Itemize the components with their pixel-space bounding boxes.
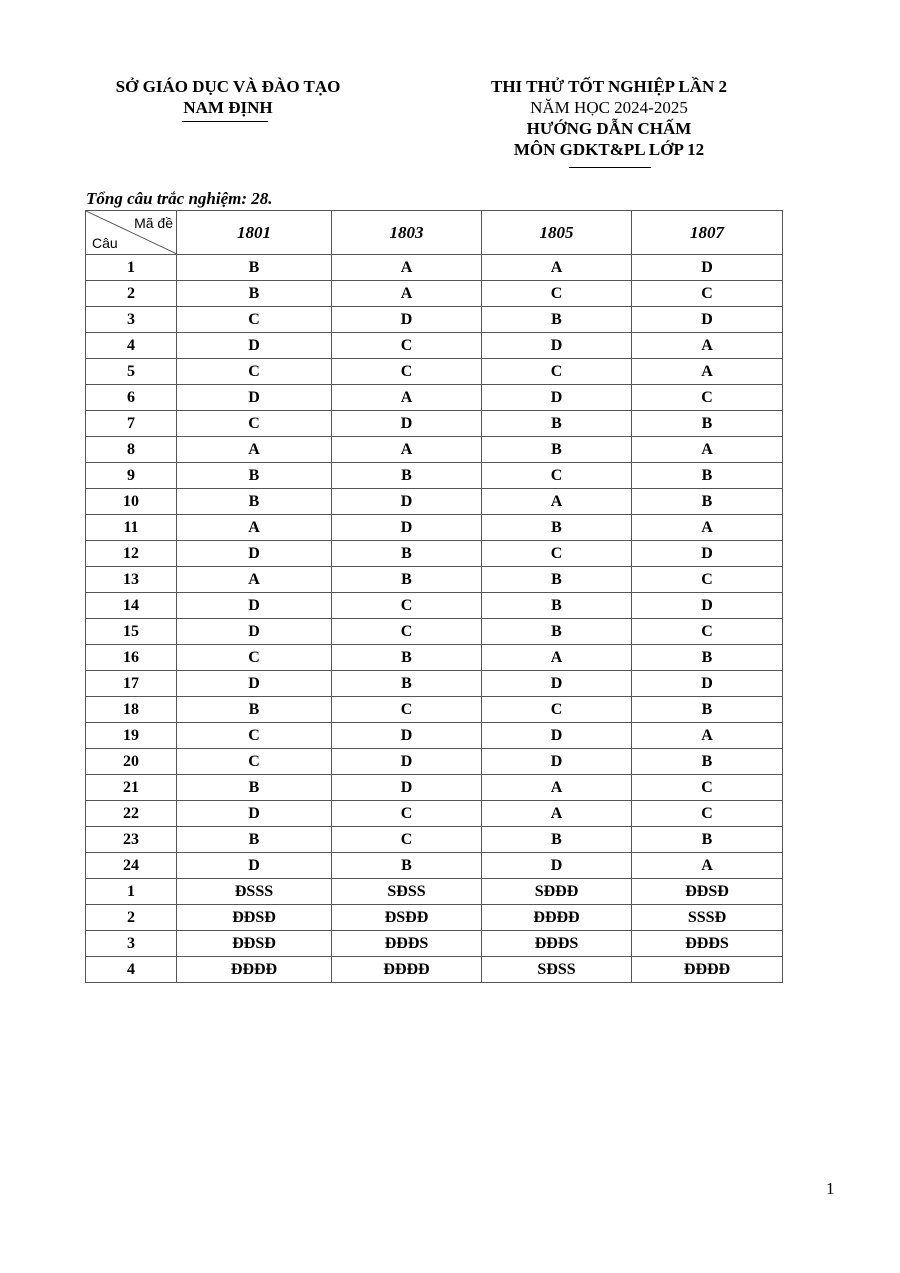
answer-cell: D xyxy=(177,801,332,827)
table-header-row xyxy=(86,211,783,255)
answer-key-body xyxy=(86,255,783,983)
answer-cell: C xyxy=(177,723,332,749)
table-row xyxy=(86,749,783,775)
document-title: HƯỚNG DẪN CHẤM xyxy=(526,119,692,138)
question-number-cell: 12 xyxy=(86,541,177,567)
answer-cell: ĐSSS xyxy=(177,879,332,905)
corner-header-cell xyxy=(86,211,177,255)
answer-cell: A xyxy=(482,489,632,515)
answer-cell: D xyxy=(332,723,482,749)
answer-cell: B xyxy=(332,463,482,489)
answer-cell: B xyxy=(482,411,632,437)
header-left xyxy=(100,76,356,118)
answer-cell: B xyxy=(482,619,632,645)
answer-cell: B xyxy=(482,567,632,593)
answer-cell: B xyxy=(632,645,783,671)
answer-cell: D xyxy=(177,385,332,411)
answer-cell: D xyxy=(332,749,482,775)
question-number-cell: 22 xyxy=(86,801,177,827)
answer-cell: D xyxy=(177,853,332,879)
answer-cell: D xyxy=(332,515,482,541)
question-number-cell: 21 xyxy=(86,775,177,801)
answer-cell: D xyxy=(332,307,482,333)
answer-cell: B xyxy=(177,697,332,723)
question-number-cell: 16 xyxy=(86,645,177,671)
answer-cell: A xyxy=(332,255,482,281)
exam-code-label: Mã đề xyxy=(134,215,173,231)
answer-cell: D xyxy=(177,619,332,645)
answer-cell: B xyxy=(177,827,332,853)
header-right-underline xyxy=(569,167,651,168)
department-name: SỞ GIÁO DỤC VÀ ĐÀO TẠO xyxy=(115,77,341,96)
answer-cell: D xyxy=(177,333,332,359)
table-row xyxy=(86,411,783,437)
question-number-cell: 4 xyxy=(86,957,177,983)
table-row xyxy=(86,645,783,671)
answer-cell: A xyxy=(332,385,482,411)
answer-cell: B xyxy=(482,437,632,463)
school-year: NĂM HỌC 2024-2025 xyxy=(530,98,688,117)
question-number-cell: 2 xyxy=(86,905,177,931)
answer-cell: C xyxy=(177,749,332,775)
table-row xyxy=(86,255,783,281)
answer-cell: B xyxy=(332,541,482,567)
question-number-cell: 7 xyxy=(86,411,177,437)
answer-cell: B xyxy=(177,463,332,489)
answer-cell: C xyxy=(482,359,632,385)
answer-cell: ĐĐSĐ xyxy=(632,879,783,905)
question-number-cell: 3 xyxy=(86,931,177,957)
table-row xyxy=(86,463,783,489)
answer-cell: C xyxy=(482,541,632,567)
answer-cell: D xyxy=(332,411,482,437)
subject-title: MÔN GDKT&PL LỚP 12 xyxy=(513,140,705,159)
answer-cell: A xyxy=(632,515,783,541)
province-name: NAM ĐỊNH xyxy=(183,98,273,117)
answer-cell: C xyxy=(332,827,482,853)
answer-cell: B xyxy=(632,749,783,775)
answer-cell: C xyxy=(632,619,783,645)
answer-cell: B xyxy=(632,411,783,437)
exam-code-header: 1803 xyxy=(332,211,482,255)
answer-cell: ĐĐĐS xyxy=(482,931,632,957)
table-row xyxy=(86,827,783,853)
question-number-cell: 2 xyxy=(86,281,177,307)
answer-cell: B xyxy=(332,671,482,697)
table-row xyxy=(86,775,783,801)
answer-cell: A xyxy=(632,853,783,879)
answer-cell: B xyxy=(482,593,632,619)
question-number-cell: 10 xyxy=(86,489,177,515)
answer-cell: B xyxy=(332,567,482,593)
table-row xyxy=(86,307,783,333)
answer-cell: A xyxy=(482,255,632,281)
question-number-cell: 8 xyxy=(86,437,177,463)
answer-cell: C xyxy=(482,463,632,489)
question-number-cell: 11 xyxy=(86,515,177,541)
answer-cell: B xyxy=(632,463,783,489)
answer-cell: D xyxy=(632,671,783,697)
answer-key-table xyxy=(85,210,783,983)
answer-cell: B xyxy=(482,307,632,333)
answer-cell: ĐĐĐS xyxy=(632,931,783,957)
table-row xyxy=(86,905,783,931)
answer-cell: A xyxy=(177,515,332,541)
answer-cell: ĐĐĐĐ xyxy=(632,957,783,983)
table-row xyxy=(86,671,783,697)
answer-cell: ĐĐSĐ xyxy=(177,931,332,957)
answer-cell: A xyxy=(632,723,783,749)
answer-cell: C xyxy=(332,593,482,619)
question-number-cell: 20 xyxy=(86,749,177,775)
answer-cell: SSSĐ xyxy=(632,905,783,931)
answer-cell: C xyxy=(632,385,783,411)
answer-cell: B xyxy=(177,255,332,281)
answer-cell: A xyxy=(632,333,783,359)
question-count-summary: Tổng câu trắc nghiệm: 28. xyxy=(86,189,273,208)
header-right xyxy=(450,76,768,160)
answer-cell: C xyxy=(332,333,482,359)
answer-cell: A xyxy=(632,437,783,463)
answer-cell: ĐĐĐS xyxy=(332,931,482,957)
answer-cell: ĐĐĐĐ xyxy=(332,957,482,983)
table-row xyxy=(86,541,783,567)
answer-cell: D xyxy=(632,307,783,333)
table-row xyxy=(86,281,783,307)
answer-cell: C xyxy=(177,307,332,333)
answer-cell: ĐĐĐĐ xyxy=(177,957,332,983)
answer-cell: B xyxy=(632,827,783,853)
table-row xyxy=(86,333,783,359)
table-row xyxy=(86,489,783,515)
question-number-cell: 23 xyxy=(86,827,177,853)
answer-cell: D xyxy=(177,671,332,697)
table-row xyxy=(86,359,783,385)
answer-cell: D xyxy=(177,541,332,567)
answer-cell: A xyxy=(482,775,632,801)
question-number-cell: 24 xyxy=(86,853,177,879)
question-number-cell: 4 xyxy=(86,333,177,359)
question-number-cell: 3 xyxy=(86,307,177,333)
question-label: Câu xyxy=(92,235,118,251)
answer-cell: B xyxy=(177,281,332,307)
answer-cell: B xyxy=(177,489,332,515)
answer-cell: D xyxy=(482,749,632,775)
answer-cell: ĐSĐĐ xyxy=(332,905,482,931)
answer-cell: C xyxy=(482,281,632,307)
answer-cell: B xyxy=(632,697,783,723)
question-number-cell: 18 xyxy=(86,697,177,723)
answer-cell: A xyxy=(482,645,632,671)
answer-cell: B xyxy=(177,775,332,801)
answer-cell: D xyxy=(482,671,632,697)
table-row xyxy=(86,567,783,593)
question-number-cell: 19 xyxy=(86,723,177,749)
table-row xyxy=(86,619,783,645)
answer-cell: D xyxy=(482,723,632,749)
answer-cell: D xyxy=(332,489,482,515)
answer-cell: C xyxy=(332,359,482,385)
answer-cell: D xyxy=(632,541,783,567)
answer-cell: C xyxy=(332,619,482,645)
answer-cell: ĐĐĐĐ xyxy=(482,905,632,931)
question-number-cell: 1 xyxy=(86,879,177,905)
header-left-underline xyxy=(182,121,268,122)
answer-cell: B xyxy=(332,645,482,671)
question-number-cell: 6 xyxy=(86,385,177,411)
table-row xyxy=(86,437,783,463)
answer-cell: C xyxy=(632,775,783,801)
answer-cell: C xyxy=(482,697,632,723)
question-number-cell: 9 xyxy=(86,463,177,489)
answer-cell: D xyxy=(177,593,332,619)
answer-cell: C xyxy=(177,645,332,671)
answer-cell: A xyxy=(332,281,482,307)
answer-cell: A xyxy=(632,359,783,385)
table-row xyxy=(86,801,783,827)
question-number-cell: 15 xyxy=(86,619,177,645)
question-number-cell: 14 xyxy=(86,593,177,619)
answer-cell: D xyxy=(482,385,632,411)
exam-code-header: 1805 xyxy=(482,211,632,255)
answer-cell: A xyxy=(332,437,482,463)
exam-code-header: 1807 xyxy=(632,211,783,255)
answer-cell: C xyxy=(177,411,332,437)
answer-cell: A xyxy=(177,437,332,463)
answer-cell: ĐĐSĐ xyxy=(177,905,332,931)
answer-cell: C xyxy=(632,281,783,307)
exam-code-header: 1801 xyxy=(177,211,332,255)
answer-cell: C xyxy=(332,697,482,723)
question-number-cell: 17 xyxy=(86,671,177,697)
table-row xyxy=(86,723,783,749)
answer-cell: C xyxy=(177,359,332,385)
exam-title: THI THỬ TỐT NGHIỆP LẦN 2 xyxy=(490,77,728,96)
answer-cell: D xyxy=(482,853,632,879)
question-number-cell: 5 xyxy=(86,359,177,385)
table-row xyxy=(86,515,783,541)
page-number: 1 xyxy=(826,1179,835,1198)
answer-cell: B xyxy=(632,489,783,515)
answer-cell: A xyxy=(177,567,332,593)
answer-cell: D xyxy=(632,255,783,281)
question-number-cell: 13 xyxy=(86,567,177,593)
answer-cell: B xyxy=(482,515,632,541)
answer-cell: B xyxy=(482,827,632,853)
table-row xyxy=(86,957,783,983)
table-row xyxy=(86,385,783,411)
table-row xyxy=(86,853,783,879)
answer-cell: C xyxy=(632,567,783,593)
answer-cell: A xyxy=(482,801,632,827)
answer-cell: B xyxy=(332,853,482,879)
table-row xyxy=(86,931,783,957)
table-row xyxy=(86,879,783,905)
answer-cell: SĐĐĐ xyxy=(482,879,632,905)
table-row xyxy=(86,697,783,723)
answer-cell: SĐSS xyxy=(482,957,632,983)
table-row xyxy=(86,593,783,619)
answer-cell: SĐSS xyxy=(332,879,482,905)
answer-cell: D xyxy=(332,775,482,801)
answer-cell: C xyxy=(332,801,482,827)
answer-cell: C xyxy=(632,801,783,827)
question-number-cell: 1 xyxy=(86,255,177,281)
answer-cell: D xyxy=(632,593,783,619)
answer-cell: D xyxy=(482,333,632,359)
